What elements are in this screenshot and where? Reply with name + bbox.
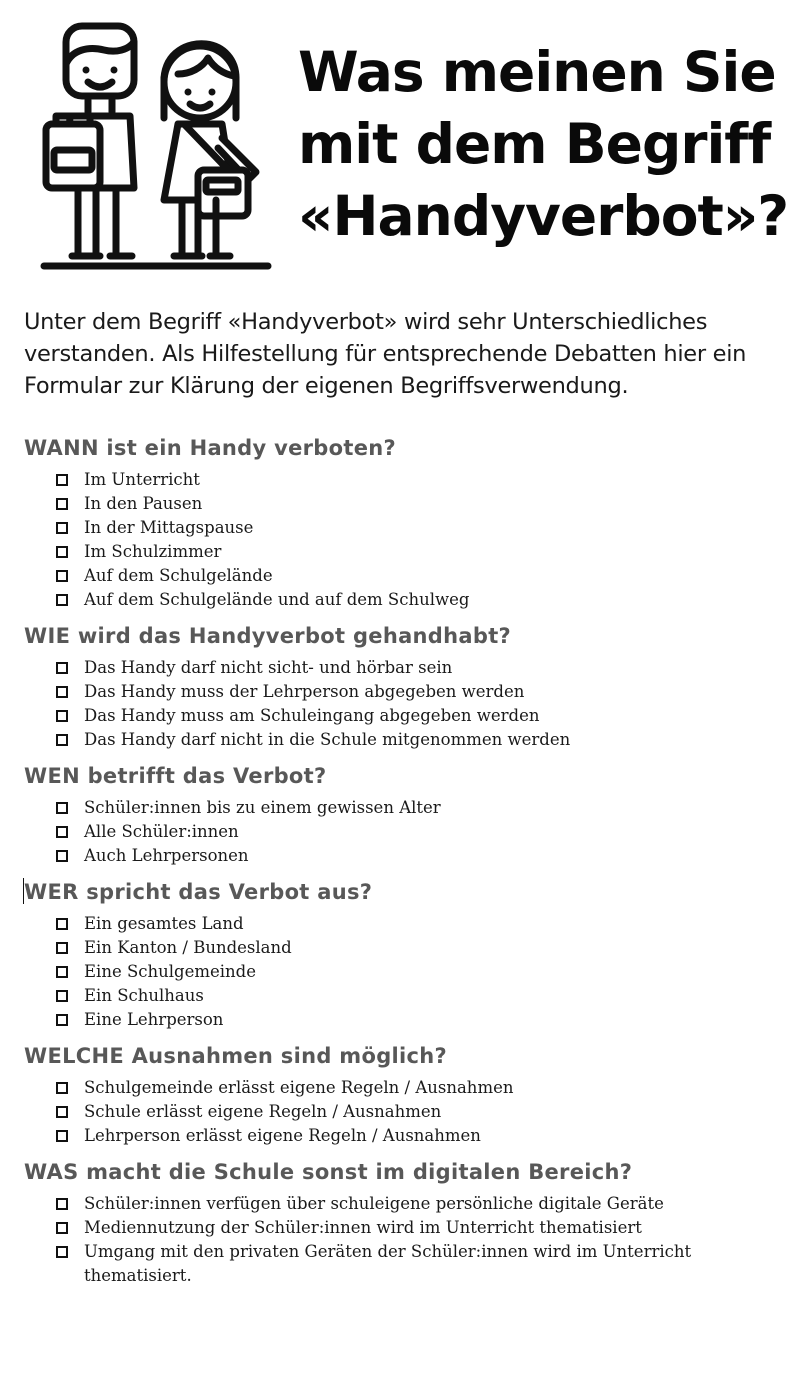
checklist-item-label: Das Handy darf nicht in die Schule mitgenommen werden: [84, 730, 571, 749]
section-heading: WELCHE Ausnahmen sind möglich?: [24, 1044, 448, 1068]
checklist-item-label: Das Handy darf nicht sicht- und hörbar sein: [84, 658, 453, 677]
checklist-item-label: Eine Lehrperson: [84, 1010, 224, 1029]
section-wie: [24, 618, 784, 752]
checklist-item[interactable]: [24, 912, 784, 936]
checklist-item[interactable]: [24, 1216, 784, 1240]
checklist-item[interactable]: [24, 1124, 784, 1148]
checklist-item[interactable]: [24, 1008, 784, 1032]
checklist-item-label: Schulgemeinde erlässt eigene Regeln / Ausnahmen: [84, 1078, 514, 1097]
checklist-item-label: Lehrperson erlässt eigene Regeln / Ausnahmen: [84, 1126, 481, 1145]
checklist: [24, 1076, 784, 1148]
section-wer: [24, 874, 784, 1032]
checkbox-icon[interactable]: [56, 850, 68, 862]
checklist-item[interactable]: [24, 960, 784, 984]
checkbox-icon[interactable]: [56, 1014, 68, 1026]
checkbox-icon[interactable]: [56, 546, 68, 558]
checkbox-icon[interactable]: [56, 1106, 68, 1118]
checklist: [24, 468, 784, 612]
title-line-3: «Handyverbot»?: [298, 184, 789, 248]
checklist-item[interactable]: [24, 656, 784, 680]
checkbox-icon[interactable]: [56, 1130, 68, 1142]
checklist-item-label: Ein gesamtes Land: [84, 914, 244, 933]
checklist-item-label: Im Unterricht: [84, 470, 200, 489]
title-line-2: mit dem Begriff: [298, 112, 771, 176]
checklist: [24, 1192, 784, 1288]
checklist-item-label: Auch Lehrpersonen: [84, 846, 249, 865]
text-cursor: [23, 878, 24, 904]
checkbox-icon[interactable]: [56, 802, 68, 814]
checkbox-icon[interactable]: [56, 522, 68, 534]
checklist-item[interactable]: [24, 984, 784, 1008]
checklist-item[interactable]: [24, 1240, 784, 1288]
checkbox-icon[interactable]: [56, 1246, 68, 1258]
checkbox-icon[interactable]: [56, 1198, 68, 1210]
checklist-item[interactable]: [24, 564, 784, 588]
checkbox-icon[interactable]: [56, 498, 68, 510]
checkbox-icon[interactable]: [56, 942, 68, 954]
checkbox-icon[interactable]: [56, 710, 68, 722]
section-heading: WANN ist ein Handy verboten?: [24, 436, 396, 460]
section-welche: [24, 1038, 784, 1148]
page-header: [0, 0, 795, 290]
checklist-item-label: Auf dem Schulgelände: [84, 566, 273, 585]
checklist-item-label: Mediennutzung der Schüler:innen wird im Unterricht thematisiert: [84, 1218, 642, 1237]
checklist-item-label: Im Schulzimmer: [84, 542, 222, 561]
checklist-item[interactable]: [24, 820, 784, 844]
checklist-item[interactable]: [24, 1192, 784, 1216]
checkbox-icon[interactable]: [56, 1222, 68, 1234]
checklist-item[interactable]: [24, 588, 784, 612]
checkbox-icon[interactable]: [56, 734, 68, 746]
checkbox-icon[interactable]: [56, 826, 68, 838]
checklist-item[interactable]: [24, 680, 784, 704]
students-with-backpacks-icon: [38, 20, 274, 274]
checkbox-icon[interactable]: [56, 1082, 68, 1094]
checklist-item-label: Das Handy muss der Lehrperson abgegeben werden: [84, 682, 525, 701]
checklist-item-label: Schüler:innen bis zu einem gewissen Alter: [84, 798, 441, 817]
section-wen: [24, 758, 784, 868]
checklist-item[interactable]: [24, 704, 784, 728]
checkbox-icon[interactable]: [56, 966, 68, 978]
checklist-item-label: In der Mittagspause: [84, 518, 254, 537]
checklist-item[interactable]: [24, 728, 784, 752]
checkbox-icon[interactable]: [56, 474, 68, 486]
checklist-item-label: Eine Schulgemeinde: [84, 962, 257, 981]
checklist: [24, 656, 784, 752]
checkbox-icon[interactable]: [56, 570, 68, 582]
checklist-item-label: Alle Schüler:innen: [84, 822, 239, 841]
checklist-item-label: Umgang mit den privaten Geräten der Schüler:innen wird im Unterricht thematisiert.: [84, 1242, 692, 1285]
title-line-1: Was meinen Sie: [298, 40, 776, 104]
checklist-item-label: Ein Schulhaus: [84, 986, 204, 1005]
checkbox-icon[interactable]: [56, 918, 68, 930]
section-was: [24, 1154, 784, 1288]
checklist: [24, 796, 784, 868]
checklist-item-label: Schule erlässt eigene Regeln / Ausnahmen: [84, 1102, 442, 1121]
checklist-item[interactable]: [24, 796, 784, 820]
page-title: [298, 36, 788, 252]
section-heading: WIE wird das Handyverbot gehandhabt?: [24, 624, 512, 648]
checkbox-icon[interactable]: [56, 594, 68, 606]
checklist-item-label: Das Handy muss am Schuleingang abgegeben werden: [84, 706, 540, 725]
checklist-item[interactable]: [24, 844, 784, 868]
section-heading: WEN betrifft das Verbot?: [24, 764, 327, 788]
checklist-item-label: Schüler:innen verfügen über schuleigene persönliche digitale Geräte: [84, 1194, 664, 1213]
checkbox-icon[interactable]: [56, 686, 68, 698]
form-content: [24, 430, 784, 1294]
checklist-item[interactable]: [24, 540, 784, 564]
section-heading: WER spricht das Verbot aus?: [24, 880, 373, 904]
checkbox-icon[interactable]: [56, 990, 68, 1002]
checklist-item[interactable]: [24, 936, 784, 960]
checklist-item[interactable]: [24, 468, 784, 492]
checklist: [24, 912, 784, 1032]
checklist-item[interactable]: [24, 1100, 784, 1124]
checkbox-icon[interactable]: [56, 662, 68, 674]
checklist-item[interactable]: [24, 516, 784, 540]
checklist-item-label: In den Pausen: [84, 494, 203, 513]
checklist-item[interactable]: [24, 1076, 784, 1100]
checklist-item-label: Auf dem Schulgelände und auf dem Schulweg: [84, 590, 470, 609]
intro-paragraph: Unter dem Begriff «Handyverbot» wird sehr Unterschiedliches verstanden. Als Hilfestellung für entsprechende Debatten hier ein Formular zur Klärung der eigenen Begriffsverwendung.: [24, 309, 747, 399]
section-wann: [24, 430, 784, 612]
checklist-item-label: Ein Kanton / Bundesland: [84, 938, 292, 957]
checklist-item[interactable]: [24, 492, 784, 516]
section-heading: WAS macht die Schule sonst im digitalen Bereich?: [24, 1160, 633, 1184]
